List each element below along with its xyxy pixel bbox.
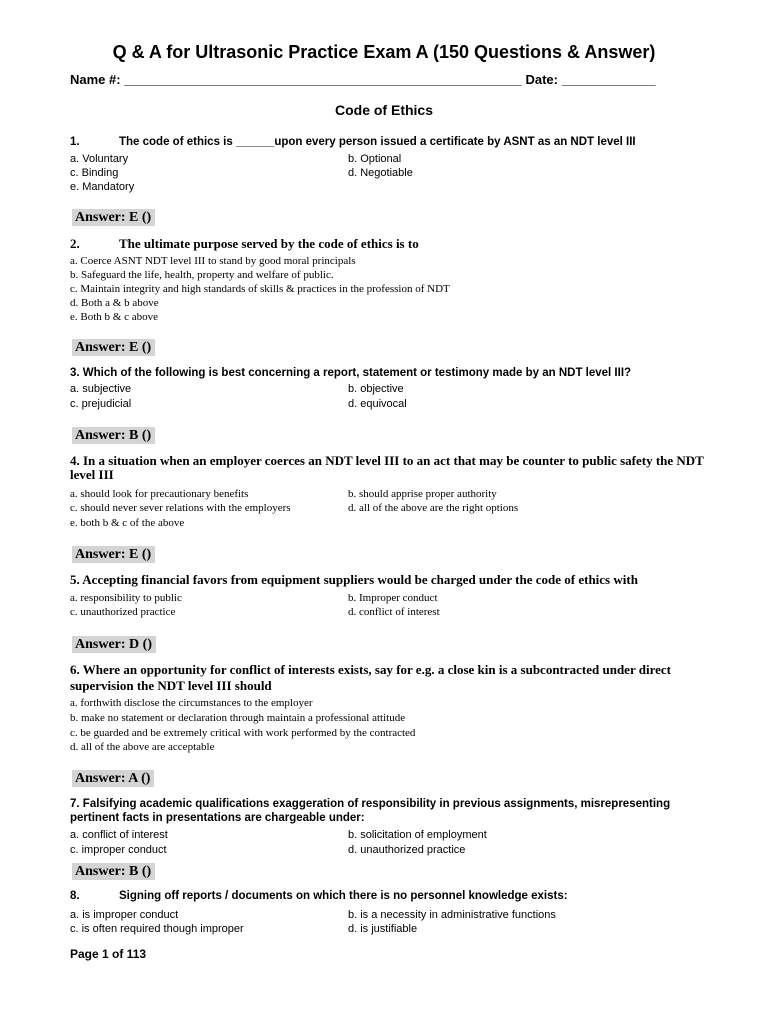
option: a. is improper conduct (70, 909, 179, 921)
question-text: Which of the following is best concerning a report, statement or testimony made by an NDT level III? (82, 367, 632, 379)
option: b. is a necessity in administrative functions (348, 909, 556, 921)
answer-badge: Answer: E () (72, 546, 155, 563)
question-8 (70, 890, 568, 902)
option: c. should never sever relations with the employers (70, 502, 291, 514)
question-number: 5. (70, 572, 80, 587)
option: b. solicitation of employment (348, 829, 487, 841)
option: d. is justifiable (348, 923, 418, 935)
option: b. Improper conduct (348, 592, 438, 604)
section-heading: Code of Ethics (334, 102, 433, 118)
question-2 (70, 236, 419, 252)
option: d. all of the above are acceptable (70, 741, 215, 753)
answer-badge: Answer: E () (72, 339, 155, 356)
question-number: 8. (70, 890, 80, 902)
page-number: Page 1 of 113 (70, 947, 147, 961)
option: a. subjective (70, 383, 132, 395)
answer-badge: Answer: E () (72, 209, 155, 226)
page-title: Q & A for Ultrasonic Practice Exam A (150 Questions & Answer) (112, 42, 656, 62)
option: a. conflict of interest (70, 829, 168, 841)
option: b. Optional (348, 153, 402, 165)
option: c. improper conduct (70, 844, 167, 856)
option: a. responsibility to public (70, 592, 182, 604)
question-number: 1. (70, 136, 80, 148)
question-3 (70, 367, 631, 379)
option: b. should apprise proper authority (348, 488, 497, 500)
option: d. equivocal (348, 398, 407, 410)
option: a. should look for precautionary benefits (70, 488, 249, 500)
option: c. Binding (70, 167, 119, 179)
question-text: The ultimate purpose served by the code of ethics is to (119, 236, 419, 251)
option: c. unauthorized practice (70, 606, 176, 618)
option: a. Coerce ASNT NDT level III to stand by good moral principals (70, 255, 356, 267)
question-text: Falsifying academic qualifications exaggeration of responsibility in previous assignments, misrepresenting pertinent facts in presentations are chargeable under: (70, 798, 671, 824)
option: d. Negotiable (348, 167, 413, 179)
option: d. all of the above are the right options (348, 502, 519, 514)
answer-badge: Answer: B () (72, 427, 155, 444)
option: b. make no statement or declaration through maintain a professional attitude (70, 712, 406, 724)
question-number: 4. (70, 453, 80, 468)
option: a. forthwith disclose the circumstances to the employer (70, 697, 313, 709)
question-number: 7. (70, 798, 80, 810)
question-4 (70, 454, 710, 482)
option: d. Both a & b above (70, 297, 159, 309)
question-7 (70, 797, 710, 825)
answer-badge: Answer: D () (72, 636, 156, 653)
question-text: Signing off reports / documents on which there is no personnel knowledge exists: (119, 890, 568, 902)
question-number: 2. (70, 236, 80, 251)
question-5 (70, 572, 638, 588)
question-text: Accepting financial favors from equipment suppliers would be charged under the code of ethics with (82, 572, 638, 587)
option: b. objective (348, 383, 404, 395)
answer-badge: Answer: B () (72, 863, 155, 880)
option: c. be guarded and be extremely critical with work performed by the contracted (70, 727, 416, 739)
name-date-line: Name #: _______________________________________________________ Date: _____________ (70, 72, 656, 87)
question-text: Where an opportunity for conflict of interests exists, say for e.g. a close kin is a subcontracted under direct supervision the NDT level III should (70, 662, 671, 693)
question-6 (70, 662, 710, 694)
question-text: In a situation when an employer coerces an NDT level III to an act that may be counter to public safety the NDT level III (70, 453, 704, 482)
option: e. Mandatory (70, 181, 135, 193)
option: d. conflict of interest (348, 606, 440, 618)
question-text: The code of ethics is ______upon every person issued a certificate by ASNT as an NDT level III (119, 136, 636, 148)
option: c. Maintain integrity and high standards of skills & practices in the profession of NDT (70, 283, 450, 295)
option: c. prejudicial (70, 398, 132, 410)
option: e. Both b & c above (70, 311, 158, 323)
answer-badge: Answer: A () (72, 770, 154, 787)
option: d. unauthorized practice (348, 844, 466, 856)
option: a. Voluntary (70, 153, 129, 165)
question-number: 6. (70, 662, 80, 677)
question-1 (70, 136, 636, 148)
question-number: 3. (70, 367, 80, 379)
option: b. Safeguard the life, health, property and welfare of public. (70, 269, 334, 281)
option: c. is often required though improper (70, 923, 244, 935)
option: e. both b & c of the above (70, 517, 185, 529)
